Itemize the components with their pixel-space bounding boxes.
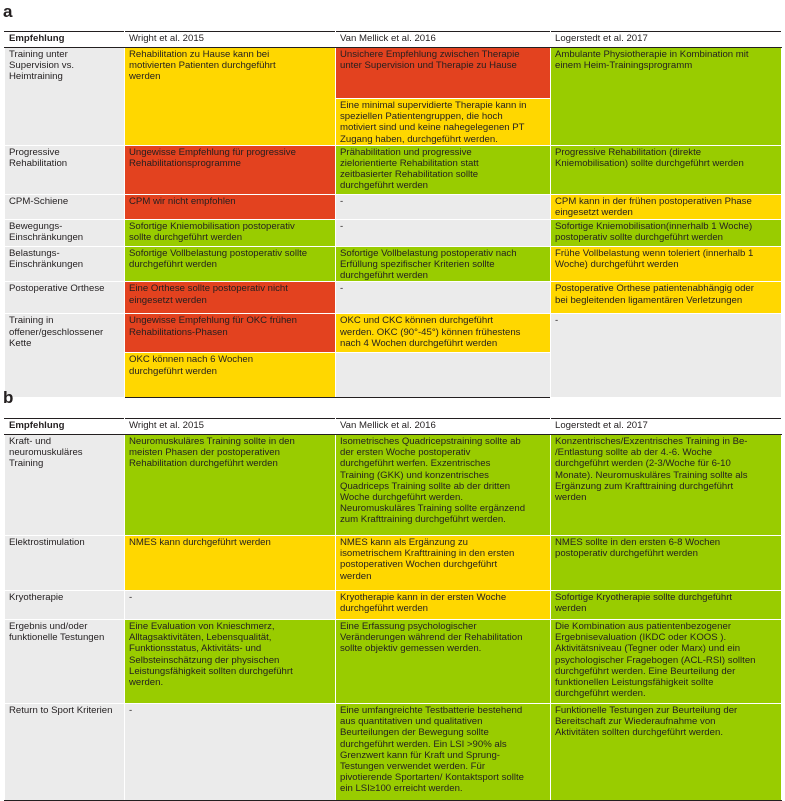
- panel-a-recommendation-text: CPM kann in der frühen postoperativen Phase eingesetzt werden: [555, 195, 752, 219]
- panel-b-table-row: [5, 435, 782, 536]
- panel-a-recommendation-text: Progressive Rehabilitation (direkte Kniemobilisation) sollte durchgeführt werden: [555, 146, 744, 170]
- panel-b-recommendation-cell: [336, 591, 551, 620]
- panel-b-recommendation-cell: [551, 591, 782, 620]
- panel-a-recommendation-cell: [551, 145, 782, 194]
- panel-b-table-row: [5, 620, 782, 704]
- panel-b-recommendation-cell: [551, 704, 782, 801]
- panel-b-header-cell: Van Mellick et al. 2016: [336, 419, 551, 435]
- panel-a-recommendation-text: OKC können nach 6 Wochen durchgeführt werden: [129, 354, 254, 377]
- panel-a-recommendation-text: -: [340, 195, 344, 207]
- panel-a-header-row: [5, 32, 782, 48]
- panel-a-row-label: [5, 314, 125, 398]
- panel-a-row-label-text: Belastungs- Einschränkungen: [9, 247, 84, 271]
- panel-b-row-label: [5, 620, 125, 704]
- panel-a-recommendation-cell: [125, 48, 336, 146]
- panel-a-recommendation-cell: [336, 145, 551, 194]
- panel-a-recommendation-text: OKC und CKC können durchgeführt werden. OKC (90°-45°) können frühestens nach 4 Wochen durchgeführt werden: [340, 315, 521, 349]
- panel-a-table-row: [5, 194, 782, 219]
- panel-a-recommendation-text: Prähabilitation und progressive zielorientierte Rehabilitation statt zeitbasierter Rehabilitation sollte durchgeführt werden: [340, 146, 479, 192]
- panel-a-recommendation-text: Ambulante Physiotherapie in Kombination mit einem Heim-Trainingsprogramm: [555, 49, 749, 72]
- panel-b-row-label-text: Elektrostimulation: [9, 537, 85, 548]
- panel-a-recommendation-cell: [551, 246, 782, 282]
- panel-a-recommendation-text: -: [340, 220, 344, 232]
- panel-a-recommendation-cell: [336, 246, 551, 282]
- panel-a-recommendation-cell: [336, 219, 551, 246]
- panel-a-row-label-text: Postoperative Orthese: [9, 283, 105, 295]
- panel-a-table-row: [5, 314, 782, 353]
- panel-a-recommendation-cell: [125, 194, 336, 219]
- panel-a-row-label-text: CPM-Schiene: [9, 195, 69, 207]
- panel-a-letter: a: [3, 2, 13, 21]
- panel-a-header-cell: Van Mellick et al. 2016: [336, 32, 551, 48]
- panel-a-recommendation-cell: [125, 353, 336, 398]
- panel-a-row-label: [5, 246, 125, 282]
- panel-b-recommendation-text: Neuromuskuläres Training sollte in den meisten Phasen der postoperativen Rehabilitation durchgeführt werden: [129, 436, 295, 470]
- panel-a-recommendation-cell: [551, 314, 782, 398]
- panel-b-letter: b: [3, 388, 14, 407]
- panel-a-recommendation-text: -: [340, 283, 344, 295]
- panel-b-recommendation-text: Funktionelle Testungen zur Beurteilung der Bereitschaft zur Wiederaufnahme von Aktivitäten sollten durchgeführt werden.: [555, 705, 738, 739]
- panel-a-recommendation-text: Postoperative Orthese patientenabhängig oder bei begleitenden ligamentären Verletzungen: [555, 283, 754, 306]
- panel-b-row-label-text: Ergebnis und/oder funktionelle Testungen: [9, 621, 105, 644]
- panel-a-recommendation-text: CPM wir nicht empfohlen: [129, 195, 236, 207]
- panel-a-recommendation-text: Sofortige Kniemobilisation postoperativ sollte durchgeführt werden: [129, 220, 295, 244]
- panel-a-recommendation-cell: [551, 48, 782, 146]
- panel-a-recommendation-cell: [336, 194, 551, 219]
- panel-b-row-label: [5, 536, 125, 591]
- panel-a-row-label-text: Training in offener/geschlossener Kette: [9, 315, 104, 349]
- panel-a-header-cell: Logerstedt et al. 2017: [551, 32, 782, 48]
- panel-b-row-label-text: Kryotherapie: [9, 592, 64, 603]
- panel-b-recommendation-cell: [125, 591, 336, 620]
- panel-b-recommendation-cell: [336, 620, 551, 704]
- panel-b-recommendation-text: Isometrisches Quadricepstraining sollte ab der ersten Woche postoperativ durchgeführt werfen. Exzentrisches Training (GKK) und konzentrisches Quadriceps Training sollte ab der dritten Woche durchgeführt werden. Neuromuskuläres Training sollte ergänzend zum Krafttraining durchgeführt werden.: [340, 436, 526, 526]
- panel-b-recommendation-text: Eine Erfassung psychologischer Veränderungen während der Rehabilitation sollte objektiv gemessen werden.: [340, 621, 523, 655]
- panel-a-recommendation-text: Frühe Vollbelastung wenn toleriert (innerhalb 1 Woche) durchgeführt werden: [555, 247, 754, 271]
- panel-b-recommendation-text: -: [129, 592, 133, 603]
- panel-a-recommendation-cell: [551, 194, 782, 219]
- panel-b-table-row: [5, 704, 782, 801]
- panel-a-row-label: [5, 145, 125, 194]
- panel-b-recommendation-text: Konzentrisches/Exzentrisches Training in Be- /Entlastung sollte ab der 4.-6. Woche durchgeführt werden (2-3/Woche für 6-10 Monate). Neuromuskuläres Training sollte als Ergänzung zum Krafttraining durchgeführt werden: [555, 436, 748, 504]
- panel-a-recommendation-cell: [551, 282, 782, 314]
- panel-a-row-label: [5, 48, 125, 146]
- panel-a-recommendation-text: Sofortige Vollbelastung postoperativ nach Erfüllung spezifischer Kriterien sollte durchgeführt werden: [340, 247, 517, 282]
- panel-b-header-cell: Empfehlung: [5, 419, 125, 435]
- panel-a-recommendation-cell: [125, 246, 336, 282]
- panel-a-recommendation-cell: [551, 219, 782, 246]
- panel-a-recommendation-text: Eine Orthese sollte postoperativ nicht eingesetzt werden: [129, 283, 288, 306]
- panel-b-row-label: [5, 591, 125, 620]
- panel-a-recommendation-cell: [125, 314, 336, 353]
- panel-a-table-row: [5, 282, 782, 314]
- panel-a-table-row: [5, 145, 782, 194]
- panel-a-recommendation-cell: [336, 314, 551, 353]
- panel-a-row-label-text: Training unter Supervision vs. Heimtraining: [9, 49, 75, 83]
- panel-b-recommendation-cell: [336, 435, 551, 536]
- panel-a-row-label-text: Bewegungs- Einschränkungen: [9, 220, 84, 244]
- panel-a-recommendation-cell: [336, 48, 551, 99]
- panel-a-recommendation-cell: [125, 145, 336, 194]
- panel-b-recommendation-text: Eine Evaluation von Knieschmerz, Alltagsaktivitäten, Lebensqualität, Funktionsstatus, Aktivitäts- und Selbsteinschätzung der physischen Leistungsfähigkeit sollten durchgeführt werden.: [129, 621, 293, 689]
- panel-b-recommendation-text: Kryotherapie kann in der ersten Woche durchgeführt werden: [340, 592, 507, 615]
- panel-a-table-row: [5, 246, 782, 282]
- panel-b-header-cell: Wright et al. 2015: [125, 419, 336, 435]
- panel-a-recommendation-text: Eine minimal supervidierte Therapie kann in speziellen Patientengruppen, die hoch motiviert sind und keine nahegelegenen PT Zugang haben, durchgeführt werden.: [340, 100, 527, 145]
- panel-a-recommendation-text: Rehabilitation zu Hause kann bei motivierten Patienten durchgeführt werden: [129, 49, 276, 83]
- panel-b-recommendation-cell: [125, 620, 336, 704]
- panel-a-recommendation-cell: [125, 219, 336, 246]
- panel-a-table-row: [5, 48, 782, 99]
- panel-a-row-label: [5, 194, 125, 219]
- panel-b-recommendation-text: NMES sollte in den ersten 6-8 Wochen postoperativ durchgeführt werden: [555, 537, 721, 560]
- panel-a-recommendation-text: Ungewisse Empfehlung für OKC frühen Rehabilitations-Phasen: [129, 315, 297, 338]
- panel-b-header-row: [5, 419, 782, 435]
- panel-b-header-cell: Logerstedt et al. 2017: [551, 419, 782, 435]
- panel-b-recommendation-cell: [336, 704, 551, 801]
- panel-b-row-label: [5, 704, 125, 801]
- panel-b-row-label-text: Return to Sport Kriterien: [9, 705, 113, 716]
- panel-b-row-label-text: Kraft- und neuromuskuläres Training: [9, 436, 83, 470]
- panel-a-recommendation-cell: [336, 353, 551, 398]
- panel-b-recommendation-cell: [125, 704, 336, 801]
- panel-b-recommendation-cell: [125, 435, 336, 536]
- panel-b-row-label: [5, 435, 125, 536]
- panel-a-recommendation-cell: [336, 282, 551, 314]
- panel-b-recommendation-text: Die Kombination aus patientenbezogener Ergebnisevaluation (IKDC oder KOOS ). Aktivitätsniveau (Tegner oder Marx) und ein psychologischer Fragebogen (ACL-RSI) sollten durchgeführt werden. Eine Beurteilung der funktionellen Leistungsfähigkeit sollte durchgeführt werden.: [555, 621, 756, 700]
- panel-a-header-cell: Empfehlung: [5, 32, 125, 48]
- panel-a-header-cell: Wright et al. 2015: [125, 32, 336, 48]
- panel-b-table-row: [5, 591, 782, 620]
- panel-b-recommendation-cell: [551, 536, 782, 591]
- panel-b-recommendation-cell: [336, 536, 551, 591]
- panel-a-table: [4, 31, 782, 398]
- panel-a-recommendation-cell: [336, 99, 551, 146]
- panel-b-recommendation-cell: [551, 435, 782, 536]
- panel-b-recommendation-text: -: [129, 705, 133, 716]
- panel-a-row-label: [5, 282, 125, 314]
- panel-b-recommendation-text: NMES kann als Ergänzung zu isometrischem Krafttraining in den ersten postoperativen Wochen durchgeführt werden: [340, 537, 515, 582]
- panel-a-recommendation-text: Sofortige Kniemobilisation(innerhalb 1 Woche) postoperativ sollte durchgeführt werden: [555, 220, 753, 244]
- panel-a-recommendation-cell: [125, 282, 336, 314]
- panel-a-table-row: [5, 219, 782, 246]
- panel-b-recommendation-text: Sofortige Kryotherapie sollte durchgeführt werden: [555, 592, 733, 615]
- panel-b-recommendation-cell: [551, 620, 782, 704]
- panel-b-recommendation-text: Eine umfangreichte Testbatterie bestehend aus quantitativen und qualitativen Beurteilungen der Bewegung sollte durchgeführt werden. Ein LSI >90% als Grenzwert kann für Kraft und Sprung- Testungen verwendet werden. Für pivotierende Sportarten/ Kontaktsport sollte ein LSI≥100 erreicht werden.: [340, 705, 524, 795]
- panel-b-table-row: [5, 536, 782, 591]
- panel-a-recommendation-text: Unsichere Empfehlung zwischen Therapie unter Supervision und Therapie zu Hause: [340, 49, 520, 72]
- panel-a-row-label: [5, 219, 125, 246]
- panel-b-table: [4, 418, 782, 801]
- panel-a-row-label-text: Progressive Rehabilitation: [9, 146, 68, 170]
- panel-a-recommendation-text: -: [555, 315, 559, 327]
- panel-a-recommendation-text: Sofortige Vollbelastung postoperativ sollte durchgeführt werden: [129, 247, 308, 271]
- panel-b-recommendation-cell: [125, 536, 336, 591]
- panel-a-recommendation-text: Ungewisse Empfehlung für progressive Rehabilitationsprogramme: [129, 146, 296, 170]
- panel-b-recommendation-text: NMES kann durchgeführt werden: [129, 537, 271, 548]
